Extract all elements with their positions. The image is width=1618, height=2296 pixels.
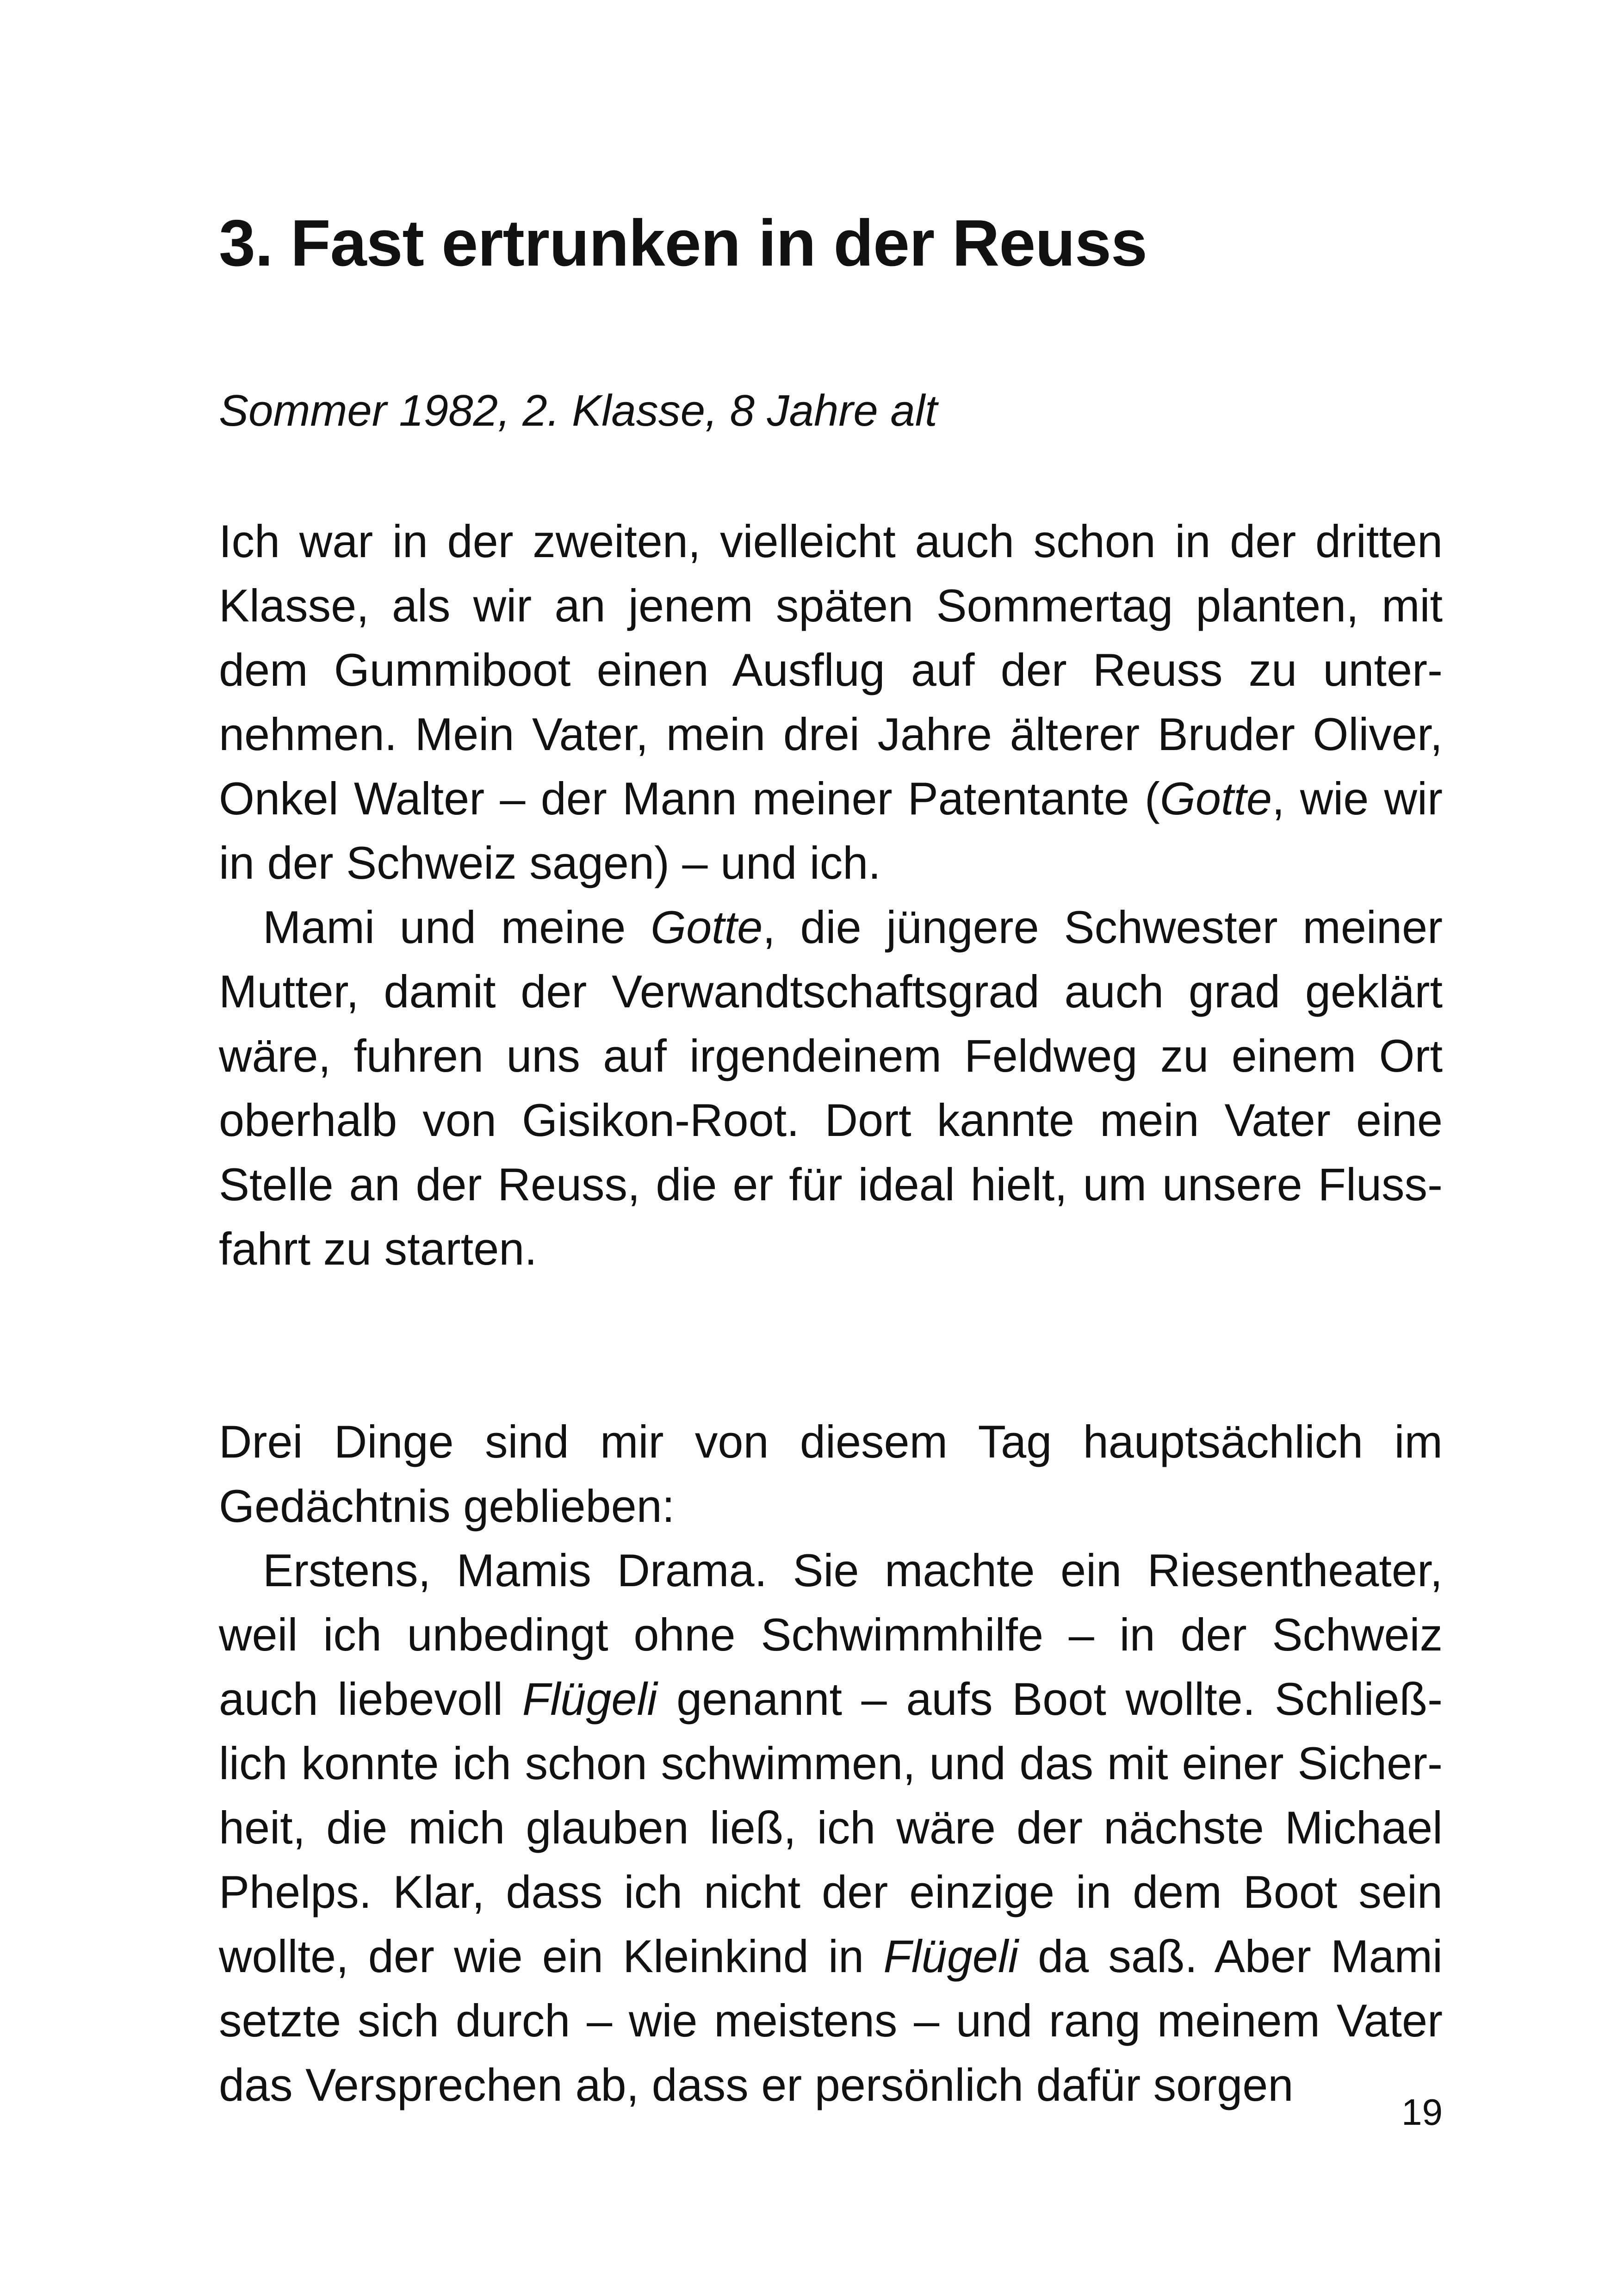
paragraph-4 [219,1538,1443,2117]
paragraph-2-text: Mami und meine [263,901,651,953]
page-number: 19 [1401,2091,1443,2133]
emphasis-gotte: Gotte [1159,773,1272,824]
emphasis-gotte-2: Gotte [651,901,763,953]
emphasis-fluegeli: Flügeli [522,1673,657,1725]
paragraph-4-text: Erstens, Mamis Drama. Sie machte ein Riesentheater, weil ich unbedingt ohne Schwimmhilfe – in der Schweiz auch liebevoll [219,1545,1443,1725]
paragraph-2 [219,895,1443,1281]
paragraph-2-text-end: , die jüngere Schwester meiner Mutter, damit der Verwandtschaftsgrad auch grad geklärt wäre, fuhren uns auf irgendeinem Feldweg zu einem Ort oberhalb von Gisikon-Root. Dort kannte mein Vater eine Stelle an der Reuss, die er für ideal hielt, um unsere Flussfahrt zu starten. [219,901,1443,1274]
paragraph-4-text-end: da saß. Aber Mami setzte sich durch – wie meistens – und rang meinem Vater das Versprechen ab, dass er persönlich dafür sorgen [219,1930,1443,2110]
chapter-title: 3. Fast ertrunken in der Reuss [219,206,1147,280]
body-text [219,509,1443,2117]
chapter-subtitle: Sommer 1982, 2. Klasse, 8 Jahre alt [219,386,937,435]
paragraph-1-text-end: , wie wir in der Schweiz sagen) – und ich. [219,773,1443,888]
section-break [219,1281,1443,1409]
paragraph-1 [219,509,1443,895]
paragraph-1-text: Ich war in der zweiten, vielleicht auch schon in der dritten Klasse, als wir an jenem späten Sommertag planten, mit dem Gummiboot einen Ausflug auf der Reuss zu unternehmen. Mein Vater, mein drei Jahre älterer Bruder Oliver, Onkel Walter – der Mann meiner Patentante ( [219,515,1443,824]
emphasis-fluegeli-2: Flügeli [883,1930,1018,1982]
paragraph-3: Drei Dinge sind mir von diesem Tag hauptsächlich im Gedächtnis geblieben: [219,1416,1443,1532]
paragraph-4-text-mid: genannt – aufs Boot wollte. Schließlich konnte ich schon schwimmen, und das mit einer Sicherheit, die mich glauben ließ, ich wäre der nächste Michael Phelps. Klar, dass ich nicht der einzige in dem Boot sein wollte, der wie ein Kleinkind in [219,1673,1443,1982]
